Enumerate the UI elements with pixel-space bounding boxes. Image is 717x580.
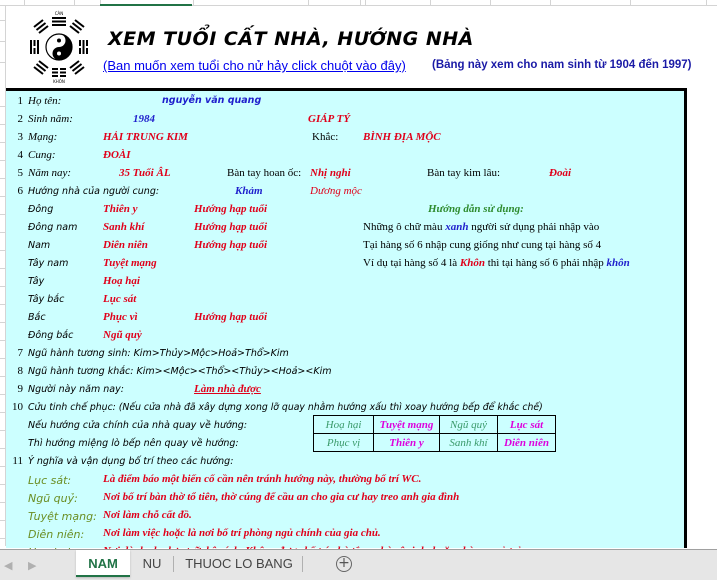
guide-line-1-pre: Những ô chữ màu	[363, 221, 443, 233]
meaning-text: Là điểm báo một biến cố cần nên tránh hướng này, thường bố trí WC.	[103, 473, 422, 485]
row-number: 3	[17, 131, 23, 143]
range-note: (Bảng này xem cho nam sinh từ 1904 đến 1997)	[432, 59, 692, 71]
direction-note: Hướng hạp tuổi	[194, 221, 268, 233]
value-can-chi: GIÁP TÝ	[308, 113, 351, 125]
stove-cell: Phục vị	[314, 434, 374, 452]
chevron-right-icon[interactable]: ▶	[28, 559, 37, 572]
label-cuu-tinh: Cửu tinh chế phục: (Nếu cửa nhà đã xây dựng xong lỡ quay nhằm hướng xấu thì xoay hướng bếp để khắc chế)	[28, 402, 543, 413]
door-cell: Ngũ quỷ	[440, 416, 498, 434]
tab-separator	[173, 556, 174, 572]
stove-cell: Thiên y	[374, 434, 440, 452]
label-ho-ten: Họ tên:	[28, 95, 62, 107]
row-number: 11	[12, 455, 23, 467]
label-mang: Mạng:	[28, 131, 58, 143]
input-ho-ten[interactable]: nguyễn văn quang	[162, 95, 262, 106]
guide-line-3-pre: Ví dụ tại hàng số 4 là	[363, 257, 458, 269]
direction-star: Hoạ hại	[103, 275, 140, 287]
label-tuong-sinh	[28, 348, 289, 359]
direction-star: Sanh khí	[103, 221, 145, 233]
guide-line-3-mid: thì tại hàng số 6 phải nhập	[487, 257, 604, 269]
direction-name: Bắc	[28, 312, 46, 323]
row-number: 7	[17, 347, 23, 359]
direction-name: Đông	[28, 204, 54, 215]
tab-nu[interactable]: NU	[142, 556, 162, 571]
label-hoan-oc: Bàn tay hoan ốc:	[227, 167, 302, 179]
direction-name: Nam	[28, 240, 51, 251]
tab-separator	[302, 556, 303, 572]
row-number: 8	[17, 365, 23, 377]
input-sinh-nam[interactable]: 1984	[133, 113, 155, 125]
chevron-left-icon[interactable]: ◀	[4, 559, 13, 572]
direction-star: Phục vì	[103, 311, 138, 323]
meaning-text: Nơi làm việc hoặc là nơi bố trí phòng ngủ chính của gia chủ.	[103, 527, 381, 539]
sheet-tab-bar	[0, 549, 717, 580]
guide-line-1	[363, 221, 599, 233]
cuu-tinh-table	[313, 415, 556, 452]
direction-name: Tây nam	[28, 258, 69, 269]
row-number: 2	[17, 113, 23, 125]
label-sinh-nam: Sinh năm:	[28, 113, 73, 125]
svg-text:KHÔN: KHÔN	[53, 79, 65, 84]
direction-star: Ngũ quỷ	[103, 329, 142, 341]
meaning-star: Tuyệt mạng:	[28, 510, 97, 523]
direction-name: Tây bắc	[28, 294, 65, 305]
door-cell: Lục sát	[498, 416, 556, 434]
door-cell: Hoạ hại	[314, 416, 374, 434]
label-huong-nha: Hướng nhà của người cung:	[28, 186, 160, 197]
value-tuong-khac: Kim><Mộc><Thổ><Thủy><Hoả><Kim	[136, 366, 332, 377]
value-cung: ĐOÀI	[103, 149, 131, 161]
page-title: XEM TUỔI CẤT NHÀ, HƯỚNG NHÀ	[108, 28, 474, 50]
guide-title: Hướng dẫn sử dụng:	[428, 203, 524, 215]
label-door-direction: Nếu hướng cửa chính của nhà quay về hướng:	[28, 420, 248, 431]
value-tuong-sinh: Kim>Thủy>Mộc>Hoả>Thổ>Kim	[133, 348, 289, 359]
meaning-star: Diên niên:	[28, 528, 85, 541]
main-content-area	[6, 88, 687, 548]
label-cung: Cung:	[28, 149, 56, 161]
label-y-nghia: Ý nghĩa và vận dụng bố trí theo các hướng:	[28, 456, 234, 467]
direction-star: Diên niên	[103, 239, 148, 251]
direction-star: Thiên y	[103, 203, 138, 215]
guide-line-3	[363, 257, 630, 269]
svg-text:CÀN: CÀN	[54, 11, 64, 16]
meaning-star: Lục sát:	[28, 474, 72, 487]
tab-nam[interactable]: NAM	[76, 550, 130, 577]
guide-line-3-em1: Khôn	[459, 257, 485, 269]
label-tuong-sinh-text: Ngũ hành tương sinh:	[28, 348, 131, 359]
meaning-text: Nơi làm chỗ cất đồ.	[103, 509, 192, 521]
direction-name: Đông bắc	[28, 330, 74, 341]
label-nguoi-nay: Người này năm nay:	[28, 384, 124, 395]
value-kim-lau: Đoài	[549, 167, 571, 179]
stove-row	[314, 434, 556, 452]
door-cell: Tuyệt mạng	[374, 416, 440, 434]
direction-name: Đông nam	[28, 222, 78, 233]
label-tuong-khac	[28, 366, 331, 377]
meaning-text: Nơi bố trí bàn thờ tổ tiên, thờ cúng để cầu an cho gia cư hay treo anh gia đình	[103, 491, 460, 503]
row-number: 10	[12, 401, 23, 413]
tab-thuoc-lo-bang[interactable]: THUOC LO BANG	[185, 556, 293, 571]
label-kim-lau: Bàn tay kim lâu:	[427, 167, 501, 179]
guide-line-3-em2: khôn	[606, 257, 630, 269]
stove-cell: Sanh khí	[440, 434, 498, 452]
door-row	[314, 416, 556, 434]
sheet-header	[6, 6, 717, 88]
stove-cell: Diên niên	[498, 434, 556, 452]
label-stove-direction: Thì hướng miệng lò bếp nên quay về hướng:	[28, 438, 239, 449]
female-version-link[interactable]: (Ban muốn xem tuổi cho nử hảy click chuột vào đây)	[103, 58, 406, 73]
label-khac: Khắc:	[312, 131, 339, 143]
bagua-yin-yang-icon	[24, 9, 94, 85]
row-number: 1	[17, 95, 23, 107]
direction-note: Hướng hạp tuổi	[194, 311, 268, 323]
direction-star: Lục sát	[103, 293, 137, 305]
value-hoan-oc: Nhị nghi	[310, 167, 351, 179]
guide-line-1-em: xanh	[445, 221, 469, 233]
guide-line-1-post: người sử dụng phải nhập vào	[471, 221, 600, 233]
direction-note: Hướng hạp tuổi	[194, 239, 268, 251]
direction-name: Tây	[28, 276, 45, 287]
guide-line-2: Tại hàng số 6 nhập cung giống như cung tại hàng số 4	[363, 239, 602, 251]
plus-circle-icon[interactable]: +	[336, 556, 352, 572]
label-nam-nay: Năm nay:	[28, 167, 72, 179]
row-number: 9	[17, 383, 23, 395]
input-cung-huong[interactable]: Khảm	[235, 185, 263, 197]
meaning-star: Ngũ quỷ:	[28, 492, 78, 505]
row-number: 4	[17, 149, 23, 161]
value-tuoi: 35 Tuổi ÂL	[119, 167, 171, 179]
value-khac: BÌNH ĐỊA MỘC	[363, 131, 441, 143]
row-number: 5	[17, 167, 23, 179]
direction-note: Hướng hạp tuổi	[194, 203, 268, 215]
direction-star: Tuyệt mạng	[103, 257, 157, 269]
label-tuong-khac-text: Ngũ hành tương khắc:	[28, 366, 134, 377]
value-mang: HẢI TRUNG KIM	[103, 131, 188, 143]
value-lam-nha: Làm nhà được	[194, 383, 261, 395]
value-menh: Dương mộc	[310, 185, 362, 197]
row-number: 6	[17, 185, 23, 197]
